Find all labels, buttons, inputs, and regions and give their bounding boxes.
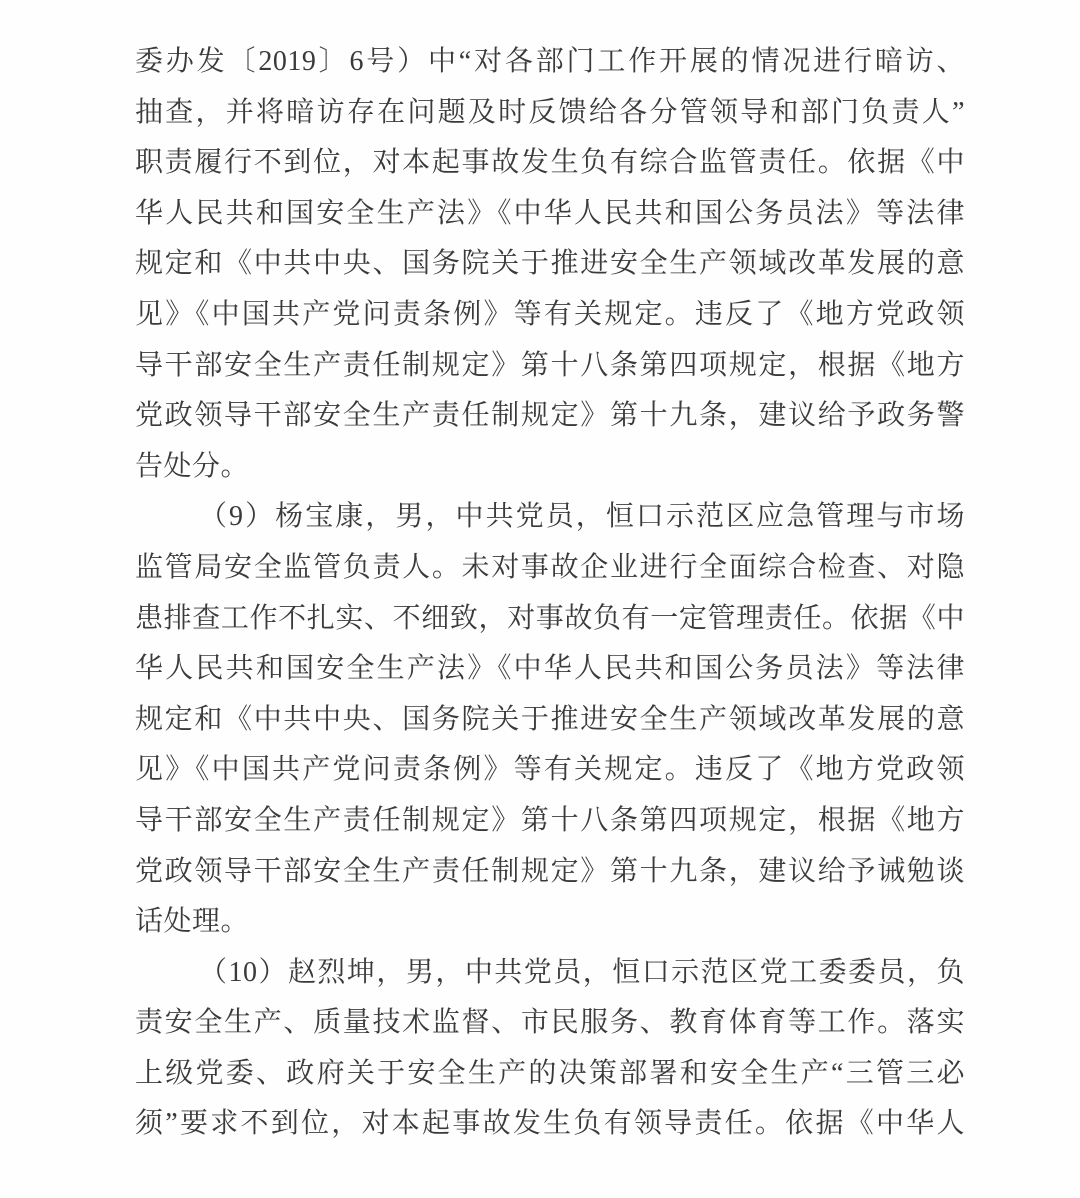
text-line: 责安全生产、质量技术监督、市民服务、教育体育等工作。落实 [135, 1007, 965, 1039]
text-line: 规定和《中共中央、国务院关于推进安全生产领域改革发展的意 [135, 248, 965, 280]
text-line: 见》《中国共产党问责条例》等有关规定。违反了《地方党政领 [135, 298, 965, 330]
text-line: 见》《中国共产党问责条例》等有关规定。违反了《地方党政领 [135, 754, 965, 786]
text-line: 患排查工作不扎实、不细致，对事故负有一定管理责任。依据《中 [135, 602, 965, 634]
text-line-paragraph-start: （9）杨宝康，男，中共党员，恒口示范区应急管理与市场 [199, 501, 965, 533]
text-line: 党政领导干部安全生产责任制规定》第十九条，建议给予政务警 [135, 400, 965, 432]
text-line-paragraph-end: 话处理。 [135, 906, 250, 938]
text-line: 党政领导干部安全生产责任制规定》第十九条，建议给予诫勉谈 [135, 855, 965, 887]
text-line: 抽查，并将暗访存在问题及时反馈给各分管领导和部门负责人” [135, 96, 965, 128]
text-line: 职责履行不到位，对本起事故发生负有综合监管责任。依据《中 [135, 147, 965, 179]
text-line: 规定和《中共中央、国务院关于推进安全生产领域改革发展的意 [135, 703, 965, 735]
text-line: 须”要求不到位，对本起事故发生负有领导责任。依据《中华人 [135, 1108, 965, 1140]
text-line-paragraph-start: （10）赵烈坤，男，中共党员，恒口示范区党工委委员，负 [199, 956, 965, 988]
text-line: 导干部安全生产责任制规定》第十八条第四项规定，根据《地方 [135, 804, 965, 836]
text-line-paragraph-end: 告处分。 [135, 450, 250, 482]
text-line: 委办发〔2019〕6号）中“对各部门工作开展的情况进行暗访、 [135, 46, 965, 77]
document-text-block [135, 37, 965, 1150]
text-line: 华人民共和国安全生产法》《中华人民共和国公务员法》等法律 [135, 653, 965, 685]
text-line: 导干部安全生产责任制规定》第十八条第四项规定，根据《地方 [135, 349, 965, 381]
text-line: 上级党委、政府关于安全生产的决策部署和安全生产“三管三必 [135, 1057, 965, 1089]
text-line: 监管局安全监管负责人。未对事故企业进行全面综合检查、对隐 [135, 551, 965, 583]
text-line: 华人民共和国安全生产法》《中华人民共和国公务员法》等法律 [135, 197, 965, 229]
